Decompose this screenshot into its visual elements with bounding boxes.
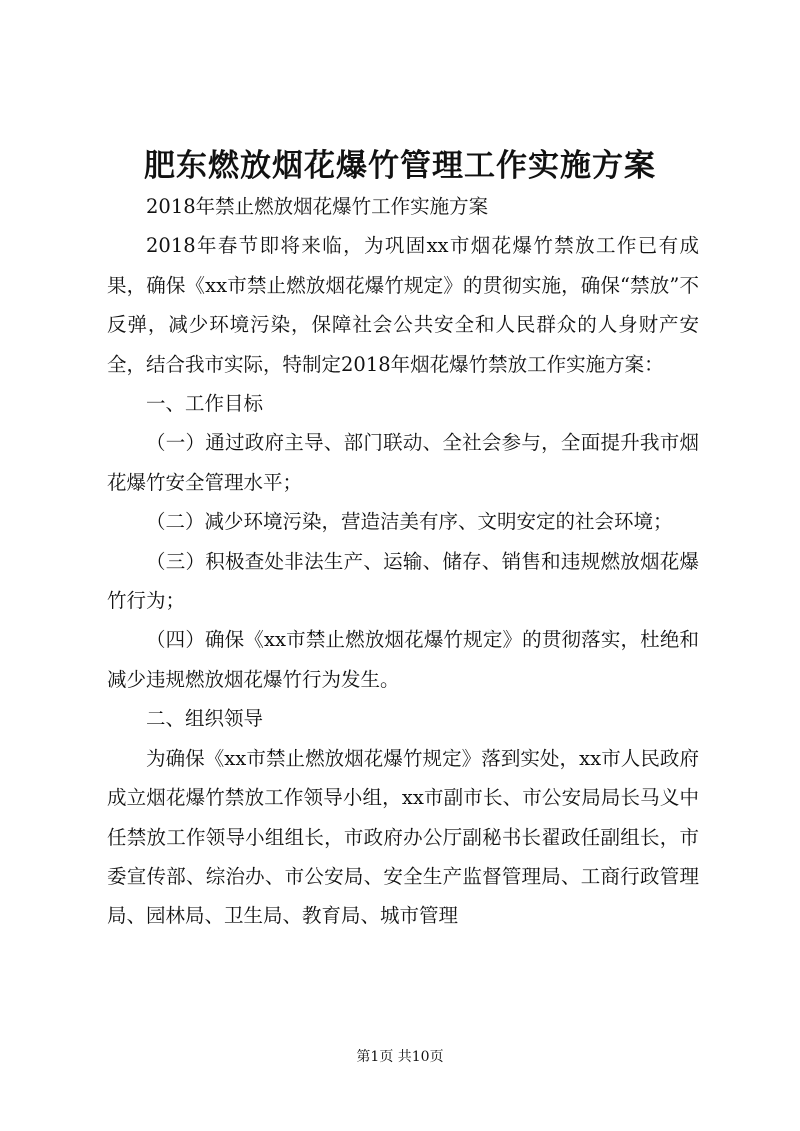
document-title: 肥东燃放烟花爆竹管理工作实施方案 bbox=[144, 148, 656, 184]
paragraph-subtitle: 2018年禁止燃放烟花爆竹工作实施方案 bbox=[146, 195, 489, 218]
goal-item-3: （三）积极查处非法生产、运输、储存、销售和违规燃放烟花爆竹行为； bbox=[107, 549, 699, 613]
page-number-footer: 第1页 共10页 bbox=[356, 1049, 444, 1065]
section-heading-goals: 一、工作目标 bbox=[146, 392, 264, 416]
goal-item-1: （一）通过政府主导、部门联动、全社会参与，全面提升我市烟花爆竹安全管理水平； bbox=[107, 431, 699, 494]
document-body bbox=[107, 187, 699, 936]
goal-item-4: （四）确保《xx市禁止燃放烟花爆竹规定》的贯彻落实，杜绝和减少违规燃放烟花爆竹行为发生。 bbox=[107, 628, 699, 691]
paragraph-intro: 2018年春节即将来临，为巩固xx市烟花爆竹禁放工作已有成果，确保《xx市禁止燃放烟花爆竹规定》的贯彻实施，确保“禁放”不反弹，减少环境污染，保障社会公共安全和人民群众的人身财产安全，结合我市实际，特制定2018年烟花爆竹禁放工作实施方案： bbox=[107, 234, 699, 376]
goal-item-2: （二）减少环境污染，营造洁美有序、文明安定的社会环境； bbox=[146, 510, 673, 534]
section-heading-leadership: 二、组织领导 bbox=[146, 707, 264, 731]
paragraph-leadership: 为确保《xx市禁止燃放烟花爆竹规定》落到实处，xx市人民政府成立烟花爆竹禁放工作领导小组，xx市副市长、市公安局局长马义中任禁放工作领导小组组长，市政府办公厅副秘书长翟政任副组长，市委宣传部、综治办、市公安局、安全生产监督管理局、工商行政管理局、园林局、卫生局、教育局、城市管理 bbox=[107, 746, 699, 928]
